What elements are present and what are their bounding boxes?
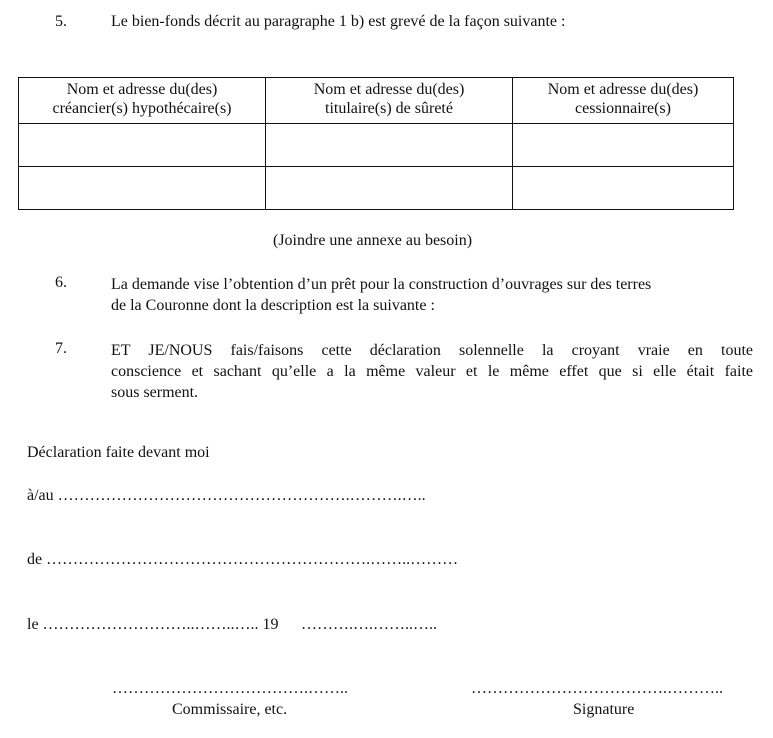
table-cell[interactable]: [19, 124, 266, 167]
item-7-text: [111, 340, 753, 403]
declaration-heading: Déclaration faite devant moi: [27, 444, 210, 461]
declaration-at-field[interactable]: à/au ……………………………………………….……….…..: [27, 487, 426, 504]
item-5-number: 5.: [55, 13, 67, 30]
commissioner-signature-line[interactable]: ……………………………….……..: [112, 680, 348, 697]
header-security-holder-line1: Nom et adresse du(des): [313, 81, 465, 98]
table-cell[interactable]: [266, 167, 513, 210]
table-row: [19, 124, 734, 167]
declaration-date-field[interactable]: le ………………………..……..….. 19: [27, 616, 279, 633]
item-5-text: Le bien-fonds décrit au paragraphe 1 b) est grevé de la façon suivante :: [111, 13, 566, 30]
header-security-holder-line2: titulaire(s) de sûreté: [325, 100, 453, 117]
header-mortgagee-line2: créancier(s) hypothécaire(s): [52, 100, 232, 117]
table-cell[interactable]: [266, 124, 513, 167]
header-security-holder: [266, 78, 513, 124]
table-cell[interactable]: [513, 167, 734, 210]
item-6-number: 6.: [55, 274, 67, 291]
signature-label: Signature: [573, 701, 635, 718]
item-6-text: [111, 274, 753, 316]
table-cell[interactable]: [513, 124, 734, 167]
commissioner-label: Commissaire, etc.: [172, 701, 288, 718]
table-row: [19, 167, 734, 210]
item-7-line: ET JE/NOUS fais/faisons cette déclaration solennelle la croyant vraie en toute: [111, 342, 753, 359]
header-assignee-line2: cessionnaire(s): [575, 100, 671, 117]
item-7-number: 7.: [55, 340, 67, 357]
item-6-line: de la Couronne dont la description est la suivante :: [111, 297, 435, 314]
table-cell[interactable]: [19, 167, 266, 210]
annex-note: (Joindre une annexe au besoin): [273, 232, 473, 249]
item-7-line: conscience et sachant qu’elle a la même valeur et le même effet que si elle était faite: [111, 363, 753, 380]
item-6-line: La demande vise l’obtention d’un prêt pour la construction d’ouvrages sur des terres: [111, 276, 652, 293]
declaration-year-field[interactable]: ……….….……..…..: [301, 616, 437, 633]
table-header-row: [19, 78, 734, 124]
header-assignee-line1: Nom et adresse du(des): [547, 81, 699, 98]
item-7-line: sous serment.: [111, 384, 199, 401]
header-mortgagee-line1: Nom et adresse du(des): [66, 81, 218, 98]
signature-line[interactable]: ……………………………….………..: [471, 680, 723, 697]
declaration-of-field[interactable]: de …………………………………………………….……..………: [27, 551, 459, 568]
encumbrance-table: [18, 77, 734, 210]
header-assignee: [513, 78, 734, 124]
header-mortgagee: [19, 78, 266, 124]
